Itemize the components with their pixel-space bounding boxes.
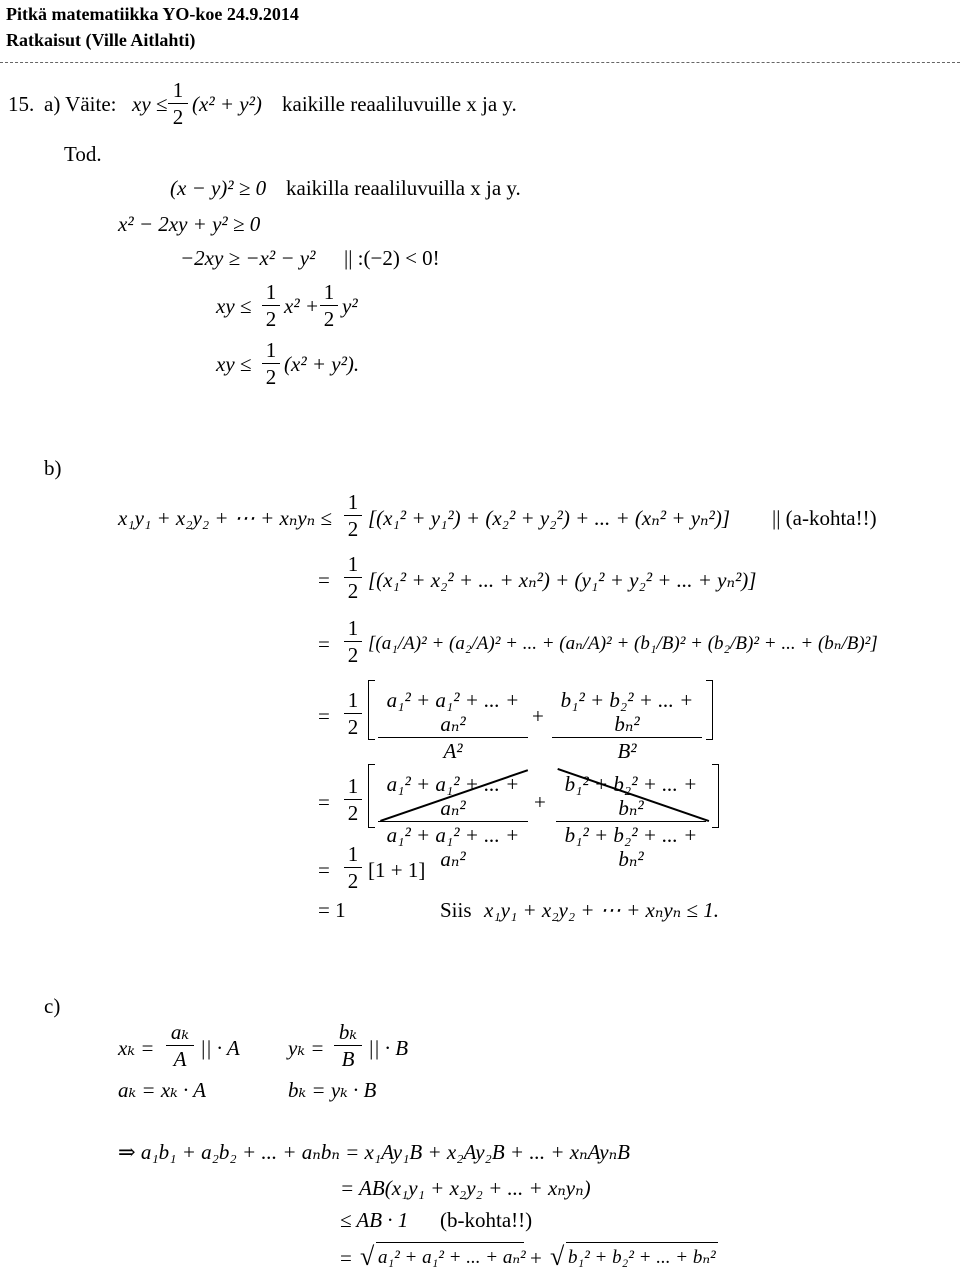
header-divider <box>0 62 960 63</box>
a-step-4-mid: x² + <box>284 294 320 318</box>
c-yk-op: || · B <box>368 1036 409 1060</box>
c-result-3-ref: (b-kohta!!) <box>440 1208 533 1232</box>
b-line-6-eq: = <box>318 858 330 882</box>
c-bk: bₖ = yₖ · B <box>288 1078 377 1102</box>
c-xk-lhs: xₖ = <box>118 1036 155 1060</box>
part-a-label: a) Väite: <box>44 92 117 116</box>
a-step-4-lhs: xy ≤ <box>216 294 252 318</box>
a-step-3-op: || :(−2) < 0! <box>344 246 440 270</box>
claim-half: 1 2 <box>168 78 188 129</box>
a-step-5-half: 1 2 <box>262 338 280 389</box>
b-line-3-rhs: [(a₁/A)² + (a₂/A)² + ... + (aₙ/A)² + (b₁/B)² + (b₂/B)² + ... + (bₙ/B)²] <box>368 633 878 654</box>
b-line-6-half: 1 2 <box>344 842 362 893</box>
a-step-2: x² − 2xy + y² ≥ 0 <box>118 212 261 236</box>
c-result-4-b: b₁² + b₂² + ... + bₙ² <box>568 1247 716 1268</box>
b-line-2-eq: = <box>318 568 330 592</box>
b-line-1-half: 1 2 <box>344 490 362 541</box>
b-line-4-bfrac: b₁² + b₂² + ... + bₙ² B² <box>552 688 702 763</box>
a-step-1: (x − y)² ≥ 0 <box>170 176 267 200</box>
c-yk-lhs: yₖ = <box>288 1036 325 1060</box>
b-line-4-eq: = <box>318 704 330 728</box>
b-line-4-plus: + <box>532 704 544 728</box>
b-line-1-rhs: [(x₁² + y₁²) + (x₂² + y₂²) + ... + (xₙ² + yₙ²)] <box>368 506 731 530</box>
c-result-2: = AB(x₁y₁ + x₂y₂ + ... + xₙyₙ) <box>340 1176 591 1200</box>
claim-lhs: xy ≤ <box>132 92 168 116</box>
a-step-5-lhs: xy ≤ <box>216 352 252 376</box>
proof-label: Tod. <box>64 142 102 166</box>
b-line-5-eq: = <box>318 790 330 814</box>
b-line-4-afrac: a₁² + a₁² + ... + aₙ² A² <box>378 688 528 763</box>
b-line-3-eq: = <box>318 632 330 656</box>
b-line-7: = 1 <box>318 898 346 922</box>
b-siis: Siis <box>440 898 472 922</box>
a-step-1-tail: kaikilla reaaliluvuilla x ja y. <box>286 176 521 200</box>
a-step-4-rhs: y² <box>342 294 358 318</box>
b-conclusion: x₁y₁ + x₂y₂ + ⋯ + xₙyₙ ≤ 1. <box>484 898 719 922</box>
sqrt-icon-1: √ <box>360 1242 375 1271</box>
c-result-3: ≤ AB · 1 <box>340 1208 409 1232</box>
sqrt-overline-1 <box>376 1242 524 1243</box>
b-line-5-plus: + <box>534 790 546 814</box>
a-step-4-half-1: 1 2 <box>262 280 280 331</box>
b-line-2-half: 1 2 <box>344 552 362 603</box>
b-line-5-lbracket <box>368 764 375 828</box>
part-c-label: c) <box>44 994 61 1018</box>
claim-tail: kaikille reaaliluvuille x ja y. <box>282 92 517 116</box>
exam-title: Pitkä matematiikka YO-koe 24.9.2014 <box>6 4 299 24</box>
a-step-5-rhs: (x² + y²). <box>284 352 360 376</box>
b-line-1-lhs: x₁y₁ + x₂y₂ + ⋯ + xₙyₙ ≤ <box>118 506 332 530</box>
c-ak: aₖ = xₖ · A <box>118 1078 207 1102</box>
claim-rhs: (x² + y²) <box>192 92 262 116</box>
c-result-1: ⇒ a₁b₁ + a₂b₂ + ... + aₙbₙ = x₁Ay₁B + x₂Ay₂B + ... + xₙAyₙB <box>118 1140 630 1164</box>
sqrt-overline-2 <box>566 1242 718 1243</box>
a-step-4-half-2: 1 2 <box>320 280 338 331</box>
b-line-4-rbracket <box>706 680 713 740</box>
c-yk-frac: bₖ B <box>334 1020 362 1071</box>
task-number: 15. <box>8 92 35 116</box>
author-line: Ratkaisut (Ville Aitlahti) <box>6 30 196 50</box>
b-line-2-rhs: [(x₁² + x₂² + ... + xₙ²) + (y₁² + y₂² + ... + yₙ²)] <box>368 568 757 592</box>
c-xk-op: || · A <box>200 1036 240 1060</box>
b-line-5-half: 1 2 <box>344 774 362 825</box>
b-line-6-rhs: [1 + 1] <box>368 858 426 882</box>
c-xk-frac: aₖ A <box>166 1020 194 1071</box>
b-line-5-rbracket <box>712 764 719 828</box>
b-line-5-bfrac: b₁² + b₂² + ... + bₙ² b₁² + b₂² + ... + bₙ² <box>556 772 706 871</box>
b-line-1-ref: || (a-kohta!!) <box>772 506 877 530</box>
c-result-4-plus: + <box>530 1246 542 1270</box>
sqrt-icon-2: √ <box>550 1242 565 1271</box>
b-line-3-half: 1 2 <box>344 616 362 667</box>
a-step-3: −2xy ≥ −x² − y² <box>180 246 316 270</box>
c-result-4-a: a₁² + a₁² + ... + aₙ² <box>378 1247 526 1268</box>
b-line-5-afrac: a₁² + a₁² + ... + aₙ² a₁² + a₁² + ... + aₙ² <box>378 772 528 871</box>
part-b-label: b) <box>44 456 62 480</box>
b-line-4-lbracket <box>368 680 375 740</box>
b-line-4-half: 1 2 <box>344 688 362 739</box>
c-result-4-eq: = <box>340 1246 352 1270</box>
